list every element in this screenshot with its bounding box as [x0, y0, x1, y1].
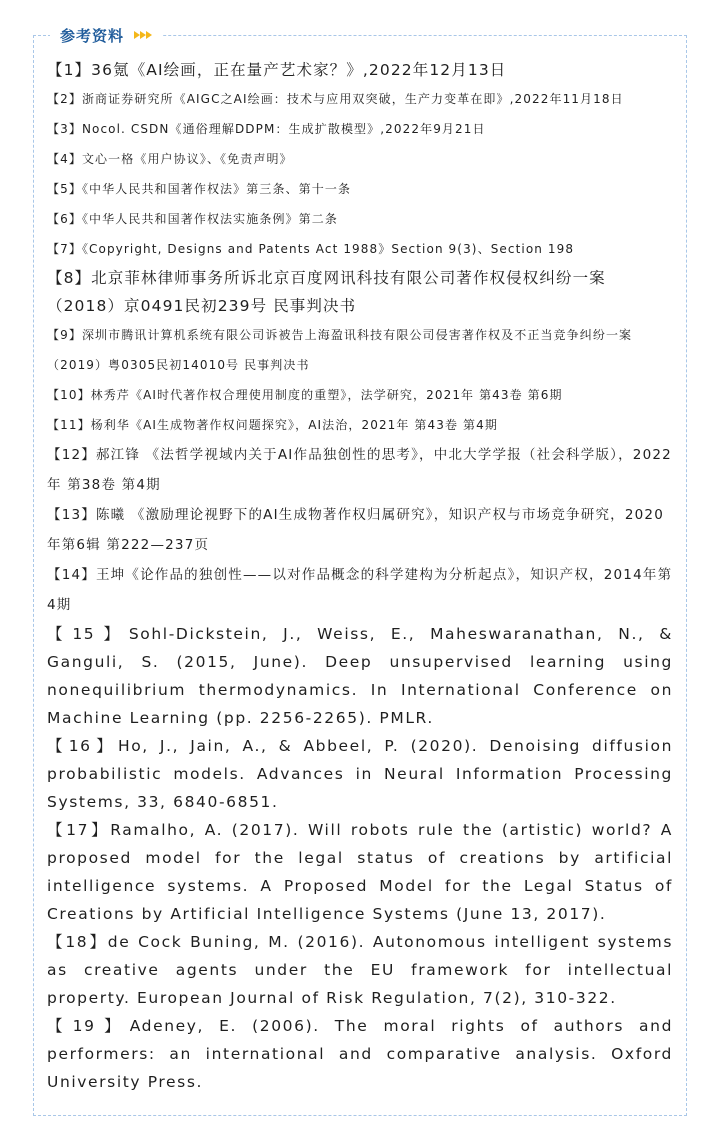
- reference-label: 【14】: [47, 567, 96, 583]
- reference-text: 王坤《论作品的独创性——以对作品概念的科学建构为分析起点》，知识产权，2014年第4期: [47, 567, 673, 613]
- reference-item-10: [47, 380, 673, 410]
- reference-text: de Cock Buning, M. (2016). Autonomous intelligent systems as creative agents under the EU framework for intellectual property. European Journal of Risk Regulation, 7(2), 310-322.: [47, 933, 673, 1007]
- reference-item-9: [47, 320, 673, 380]
- reference-text: Adeney, E. (2006). The moral rights of authors and performers: an international and comparative analysis. Oxford University Press.: [47, 1017, 674, 1091]
- reference-text: 杨利华《AI生成物著作权问题探究》，AI法治，2021年 第43卷 第4期: [90, 418, 498, 432]
- reference-item-8: [47, 264, 673, 320]
- reference-item-3: [47, 114, 673, 144]
- reference-label: 【5】: [47, 182, 82, 196]
- arrow-decoration-icon: [134, 31, 152, 39]
- reference-label: 【8】: [47, 269, 92, 287]
- reference-item-1: [47, 56, 673, 84]
- reference-text: Ramalho, A. (2017). Will robots rule the (artistic) world? A proposed model for the legal status of creations by artificial intelligence systems. A Proposed Model for the Legal Status of Creations by Artificial Intelligence Systems (June 13, 2017).: [47, 821, 674, 923]
- reference-item-6: [47, 204, 673, 234]
- reference-item-19: [47, 1012, 673, 1096]
- references-heading: [50, 22, 162, 48]
- reference-text: Nocol. CSDN《通俗理解DDPM：生成扩散模型》,2022年9月21日: [81, 122, 486, 136]
- reference-label: 【16】: [47, 737, 118, 755]
- reference-text: 郝江锋 《法哲学视域内关于AI作品独创性的思考》，中北大学学报（社会科学版），2022年 第38卷 第4期: [47, 447, 672, 493]
- reference-label: 【11】: [47, 418, 91, 432]
- reference-item-13: [47, 500, 673, 560]
- reference-label: 【15】: [47, 625, 129, 643]
- reference-item-15: [47, 620, 673, 732]
- reference-label: 【12】: [47, 447, 96, 463]
- reference-label: 【4】: [47, 152, 82, 166]
- reference-text: 林秀芹《AI时代著作权合理使用制度的重塑》，法学研究，2021年 第43卷 第6期: [90, 388, 563, 402]
- reference-text: 深圳市腾讯计算机系统有限公司诉被告上海盈讯科技有限公司侵害著作权及不正当竞争纠纷一案 （2019）粤0305民初14010号 民事判决书: [47, 328, 633, 372]
- reference-label: 【1】: [47, 61, 92, 79]
- reference-label: 【18】: [47, 933, 108, 951]
- reference-item-5: [47, 174, 673, 204]
- reference-label: 【9】: [47, 328, 82, 342]
- reference-label: 【7】: [47, 242, 82, 256]
- reference-label: 【17】: [47, 821, 111, 839]
- section-title: 参考资料: [60, 26, 125, 45]
- reference-item-7: [47, 234, 673, 264]
- reference-item-17: [47, 816, 673, 928]
- reference-list: [47, 56, 673, 1096]
- reference-text: 文心一格《用户协议》、《免责声明》: [81, 152, 293, 166]
- reference-text: Ho, J., Jain, A., & Abbeel, P. (2020). Denoising diffusion probabilistic models. Advances in Neural Information Processing Systems, 33, 6840-6851.: [47, 737, 673, 811]
- reference-item-2: [47, 84, 673, 114]
- reference-text: 北京菲林律师事务所诉北京百度网讯科技有限公司著作权侵权纠纷一案 （2018）京0491民初239号 民事判决书: [47, 269, 606, 315]
- reference-item-18: [47, 928, 673, 1012]
- reference-text: 《中华人民共和国著作权法实施条例》第二条: [81, 212, 338, 226]
- reference-text: Sohl-Dickstein, J., Weiss, E., Maheswaranathan, N., & Ganguli, S. (2015, June). Deep unsupervised learning using nonequilibrium thermodynamics. In International Conference on Machine Learning (pp. 2256-2265). PMLR.: [47, 625, 673, 727]
- reference-item-11: [47, 410, 673, 440]
- reference-item-16: [47, 732, 673, 816]
- reference-label: 【13】: [47, 507, 96, 523]
- reference-item-14: [47, 560, 673, 620]
- reference-text: 陈曦 《激励理论视野下的AI生成物著作权归属研究》，知识产权与市场竞争研究，2020年第6辑 第222—237页: [47, 507, 664, 553]
- reference-label: 【10】: [47, 388, 91, 402]
- reference-text: 36氪《AI绘画，正在量产艺术家？》,2022年12月13日: [91, 61, 507, 79]
- reference-item-4: [47, 144, 673, 174]
- reference-text: 《中华人民共和国著作权法》第三条、第十一条: [81, 182, 352, 196]
- reference-label: 【19】: [47, 1017, 130, 1035]
- reference-label: 【3】: [47, 122, 82, 136]
- reference-item-12: [47, 440, 673, 500]
- reference-label: 【6】: [47, 212, 82, 226]
- reference-text: 浙商证券研究所《AIGC之AI绘画：技术与应用双突破，生产力变革在即》,2022年11月18日: [81, 92, 624, 106]
- reference-text: 《Copyright, Designs and Patents Act 1988》Section 9(3)、Section 198: [81, 242, 575, 256]
- reference-label: 【2】: [47, 92, 82, 106]
